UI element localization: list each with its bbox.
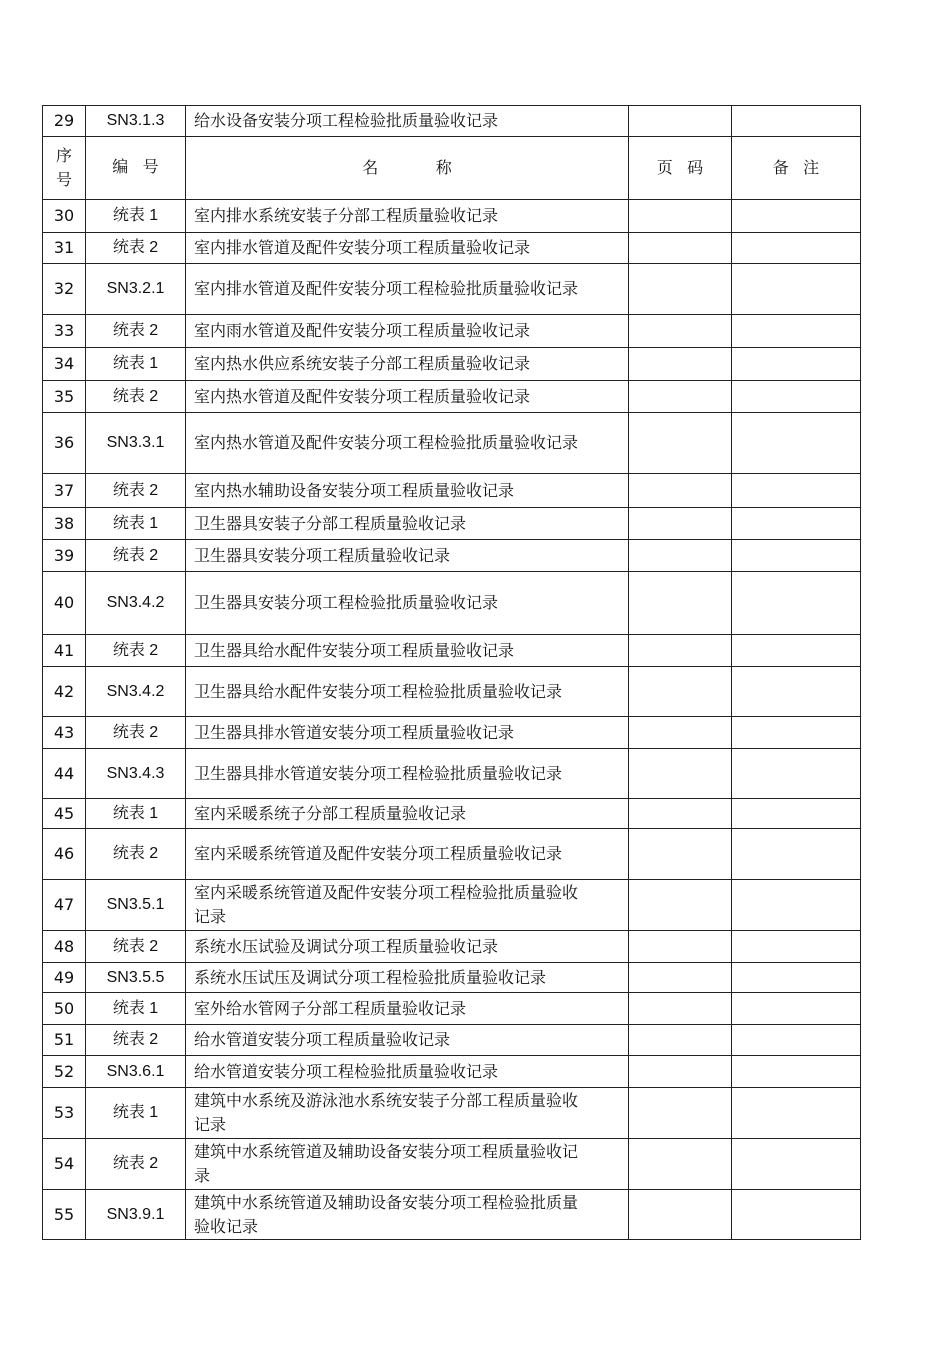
row-name: 卫生器具安装分项工程质量验收记录 (186, 540, 629, 572)
row-no: 44 (43, 749, 86, 799)
table-row (43, 572, 861, 635)
row-code: 统表 2 (86, 931, 186, 963)
row-no: 33 (43, 315, 86, 348)
row-remark (732, 667, 861, 717)
row-code: SN3.2.1 (86, 264, 186, 315)
row-remark (732, 1056, 861, 1088)
row-remark (732, 1088, 861, 1139)
row-code: 统表 2 (86, 829, 186, 880)
row-code: 统表 1 (86, 508, 186, 540)
row-remark (732, 829, 861, 880)
row-name: 室内采暖系统管道及配件安装分项工程检验批质量验收记录 (186, 880, 629, 931)
row-no: 48 (43, 931, 86, 963)
table-row (43, 540, 861, 572)
row-name: 室内热水辅助设备安装分项工程质量验收记录 (186, 474, 629, 508)
row-page (629, 264, 732, 315)
table-row (43, 1056, 861, 1088)
row-code: 统表 2 (86, 233, 186, 264)
row-remark (732, 264, 861, 315)
row-page (629, 963, 732, 993)
table-row (43, 717, 861, 749)
row-page (629, 1056, 732, 1088)
row-code: 统表 2 (86, 635, 186, 667)
row-page (629, 233, 732, 264)
table-row (43, 1025, 861, 1056)
row-name: 系统水压试压及调试分项工程检验批质量验收记录 (186, 963, 629, 993)
row-remark (732, 1025, 861, 1056)
row-name: 室外给水管网子分部工程质量验收记录 (186, 993, 629, 1025)
row-no: 29 (43, 106, 86, 137)
row-page (629, 667, 732, 717)
row-name: 给水管道安装分项工程检验批质量验收记录 (186, 1056, 629, 1088)
row-name: 室内热水管道及配件安装分项工程质量验收记录 (186, 381, 629, 413)
row-name: 卫生器具排水管道安装分项工程检验批质量验收记录 (186, 749, 629, 799)
row-name: 卫生器具安装分项工程检验批质量验收记录 (186, 572, 629, 635)
row-code: SN3.4.2 (86, 667, 186, 717)
row-no: 31 (43, 233, 86, 264)
row-page (629, 829, 732, 880)
row-remark (732, 381, 861, 413)
row-code: 统表 1 (86, 348, 186, 381)
row-code: SN3.4.2 (86, 572, 186, 635)
row-name: 卫生器具安装子分部工程质量验收记录 (186, 508, 629, 540)
row-page (629, 1190, 732, 1240)
header-code (86, 137, 186, 200)
header-name (186, 137, 629, 200)
row-no: 40 (43, 572, 86, 635)
row-code: 统表 2 (86, 1025, 186, 1056)
row-code: 统表 2 (86, 474, 186, 508)
row-name: 室内热水管道及配件安装分项工程检验批质量验收记录 (186, 413, 629, 474)
row-page (629, 931, 732, 963)
row-page (629, 413, 732, 474)
row-code: SN3.4.3 (86, 749, 186, 799)
row-name: 卫生器具给水配件安装分项工程质量验收记录 (186, 635, 629, 667)
row-remark (732, 799, 861, 829)
record-index-table (42, 105, 861, 1240)
row-page (629, 508, 732, 540)
row-name: 室内采暖系统管道及配件安装分项工程质量验收记录 (186, 829, 629, 880)
row-code: 统表 2 (86, 717, 186, 749)
row-code: 统表 2 (86, 381, 186, 413)
row-no: 34 (43, 348, 86, 381)
row-page (629, 749, 732, 799)
header-no-line1: 序 (55, 146, 72, 165)
row-page (629, 717, 732, 749)
row-name: 卫生器具排水管道安装分项工程质量验收记录 (186, 717, 629, 749)
row-code: SN3.9.1 (86, 1190, 186, 1240)
row-no: 43 (43, 717, 86, 749)
row-code: 统表 1 (86, 799, 186, 829)
table-row (43, 880, 861, 931)
row-code: 统表 2 (86, 1139, 186, 1190)
row-no: 41 (43, 635, 86, 667)
row-page (629, 880, 732, 931)
row-code: SN3.6.1 (86, 1056, 186, 1088)
row-page (629, 1088, 732, 1139)
header-no-line2: 号 (55, 170, 72, 189)
row-remark (732, 106, 861, 137)
row-remark (732, 963, 861, 993)
row-page (629, 381, 732, 413)
row-remark (732, 880, 861, 931)
header-page (629, 137, 732, 200)
row-page (629, 1025, 732, 1056)
row-name: 给水管道安装分项工程质量验收记录 (186, 1025, 629, 1056)
row-name: 建筑中水系统管道及辅助设备安装分项工程质量验收记录 (186, 1139, 629, 1190)
table-row (43, 799, 861, 829)
row-code: SN3.1.3 (86, 106, 186, 137)
row-no: 32 (43, 264, 86, 315)
row-code: 统表 1 (86, 1088, 186, 1139)
table-row (43, 993, 861, 1025)
row-no: 46 (43, 829, 86, 880)
row-name: 室内采暖系统子分部工程质量验收记录 (186, 799, 629, 829)
table-row (43, 667, 861, 717)
table-row (43, 348, 861, 381)
row-no: 50 (43, 993, 86, 1025)
row-no: 45 (43, 799, 86, 829)
row-no: 36 (43, 413, 86, 474)
row-code: 统表 2 (86, 315, 186, 348)
row-page (629, 572, 732, 635)
row-remark (732, 540, 861, 572)
row-name: 卫生器具给水配件安装分项工程检验批质量验收记录 (186, 667, 629, 717)
row-remark (732, 635, 861, 667)
row-page (629, 799, 732, 829)
row-page (629, 635, 732, 667)
row-remark (732, 474, 861, 508)
row-name: 系统水压试验及调试分项工程质量验收记录 (186, 931, 629, 963)
header-page-label: 页码 (656, 158, 718, 177)
row-remark (732, 233, 861, 264)
row-code: 统表 1 (86, 993, 186, 1025)
row-remark (732, 717, 861, 749)
row-name: 建筑中水系统管道及辅助设备安装分项工程检验批质量验收记录 (186, 1190, 629, 1240)
table-row (43, 1088, 861, 1139)
row-name: 给水设备安装分项工程检验批质量验收记录 (186, 106, 629, 137)
table-row (43, 931, 861, 963)
row-remark (732, 200, 861, 233)
row-remark (732, 572, 861, 635)
row-no: 42 (43, 667, 86, 717)
table-header-row (43, 137, 861, 200)
row-name: 室内雨水管道及配件安装分项工程质量验收记录 (186, 315, 629, 348)
table-row (43, 508, 861, 540)
row-name: 建筑中水系统及游泳池水系统安装子分部工程质量验收记录 (186, 1088, 629, 1139)
row-no: 37 (43, 474, 86, 508)
header-remark-label: 备注 (772, 158, 834, 177)
table-row (43, 749, 861, 799)
row-name: 室内排水管道及配件安装分项工程检验批质量验收记录 (186, 264, 629, 315)
table-row (43, 200, 861, 233)
row-remark (732, 993, 861, 1025)
row-code: SN3.5.5 (86, 963, 186, 993)
row-page (629, 1139, 732, 1190)
row-code: SN3.3.1 (86, 413, 186, 474)
row-remark (732, 508, 861, 540)
row-remark (732, 413, 861, 474)
row-remark (732, 348, 861, 381)
row-no: 54 (43, 1139, 86, 1190)
row-code: 统表 2 (86, 540, 186, 572)
row-page (629, 993, 732, 1025)
row-no: 51 (43, 1025, 86, 1056)
header-code-label: 编号 (112, 159, 174, 176)
row-no: 52 (43, 1056, 86, 1088)
table-row (43, 1190, 861, 1240)
row-page (629, 540, 732, 572)
row-page (629, 474, 732, 508)
table-row (43, 474, 861, 508)
row-remark (732, 315, 861, 348)
row-remark (732, 749, 861, 799)
table-row (43, 381, 861, 413)
table-row (43, 635, 861, 667)
header-remark (732, 137, 861, 200)
row-remark (732, 931, 861, 963)
row-no: 47 (43, 880, 86, 931)
table-row (43, 1139, 861, 1190)
row-no: 38 (43, 508, 86, 540)
row-remark (732, 1190, 861, 1240)
table-row (43, 233, 861, 264)
row-remark (732, 1139, 861, 1190)
row-page (629, 200, 732, 233)
row-name: 室内排水系统安装子分部工程质量验收记录 (186, 200, 629, 233)
table-row (43, 829, 861, 880)
row-no: 49 (43, 963, 86, 993)
row-no: 39 (43, 540, 86, 572)
row-page (629, 106, 732, 137)
row-name: 室内热水供应系统安装子分部工程质量验收记录 (186, 348, 629, 381)
row-no: 53 (43, 1088, 86, 1139)
header-name-label: 名称 (362, 158, 510, 177)
row-name: 室内排水管道及配件安装分项工程质量验收记录 (186, 233, 629, 264)
row-no: 30 (43, 200, 86, 233)
row-code: SN3.5.1 (86, 880, 186, 931)
table-row (43, 315, 861, 348)
row-code: 统表 1 (86, 200, 186, 233)
row-page (629, 348, 732, 381)
row-page (629, 315, 732, 348)
row-no: 35 (43, 381, 86, 413)
header-no (43, 137, 86, 200)
table-row (43, 264, 861, 315)
row-no: 55 (43, 1190, 86, 1240)
table-row (43, 106, 861, 137)
table-row (43, 963, 861, 993)
table-row (43, 413, 861, 474)
